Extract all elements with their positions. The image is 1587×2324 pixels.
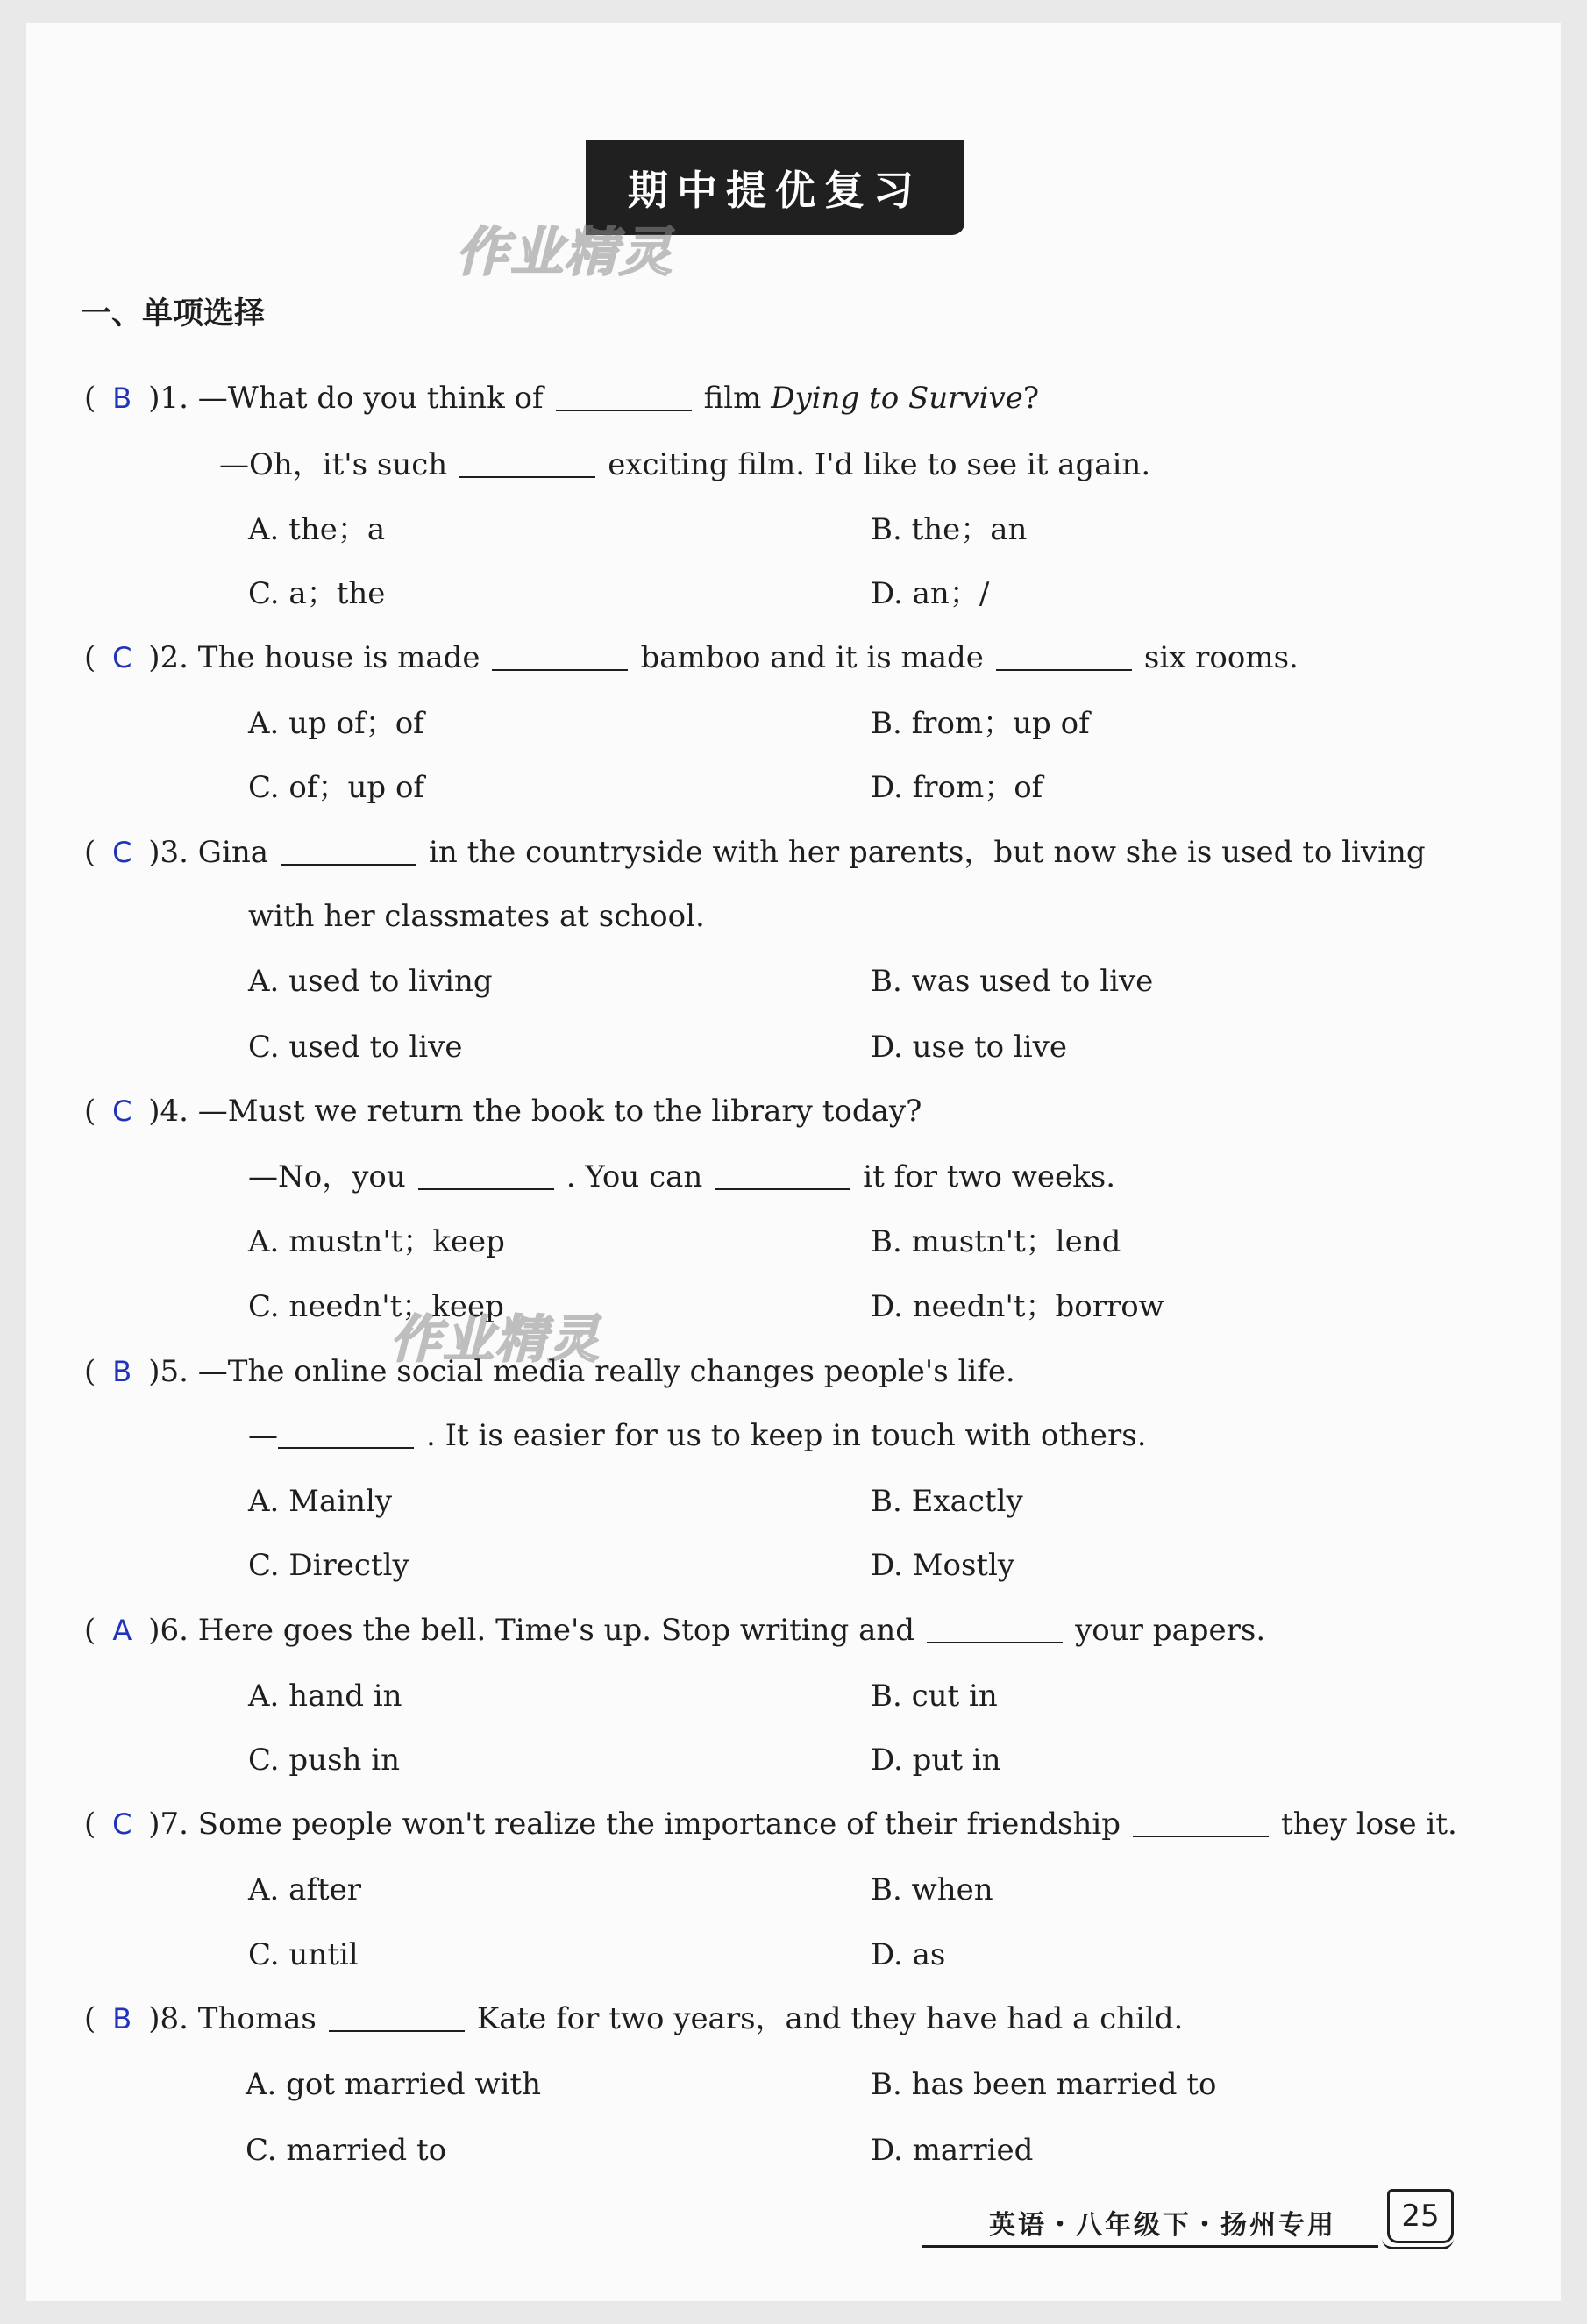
answer: B <box>112 1355 132 1388</box>
question-text: six rooms. <box>1143 640 1299 675</box>
question-number: 4. <box>160 1094 189 1129</box>
question-7: ( C )7. Some people won't realize the importance of their friendship they lose it. <box>84 1807 1457 1842</box>
question-text: they lose it. <box>1281 1807 1457 1842</box>
option-b[interactable]: B. was used to live <box>871 964 1154 999</box>
option-d[interactable]: D. as <box>871 1937 946 1972</box>
question-text: The house is made <box>197 640 480 675</box>
option-b[interactable]: B. mustn't；lend <box>871 1224 1121 1259</box>
option-b[interactable]: B. when <box>871 1872 993 1907</box>
question-3-line-2: with her classmates at school. <box>248 899 705 934</box>
option-b[interactable]: B. Exactly <box>871 1484 1023 1519</box>
option-d[interactable]: D. from；of <box>871 770 1043 805</box>
question-text: exciting film. I'd like to see it again. <box>608 447 1151 482</box>
question-text: in the countryside with her parents，but now she is used to living <box>429 835 1426 870</box>
option-a[interactable]: A. after <box>248 1872 362 1907</box>
option-a[interactable]: A. got married with <box>246 2067 541 2102</box>
question-text: — <box>248 1418 278 1453</box>
question-text: film <box>703 381 772 416</box>
footer-divider <box>922 2245 1378 2248</box>
page-title: 期中提优复习 <box>586 140 964 235</box>
question-number: 6. <box>160 1613 189 1648</box>
option-b[interactable]: B. the；an <box>871 512 1028 547</box>
question-number: 2. <box>160 640 189 675</box>
question-text: —No，you <box>248 1159 406 1194</box>
watermark: 作业精灵 <box>456 222 673 283</box>
option-d[interactable]: D. married <box>871 2133 1034 2168</box>
question-5: ( B )5. —The online social media really changes people's life. <box>84 1354 1015 1389</box>
question-4-line-2 <box>248 1158 1115 1196</box>
question-text: bamboo and it is made <box>640 640 984 675</box>
question-text: your papers. <box>1075 1613 1266 1648</box>
question-6: ( A )6. Here goes the bell. Time's up. Stop writing and your papers. <box>84 1613 1266 1648</box>
question-text: —Must we return the book to the library today? <box>197 1094 922 1129</box>
question-3: ( C )3. Gina in the countryside with her parents，but now she is used to living <box>84 835 1426 870</box>
answer-blank <box>492 643 628 671</box>
option-a[interactable]: A. hand in <box>248 1679 402 1714</box>
question-2: ( C )2. The house is made bamboo and it is made six rooms. <box>84 640 1299 675</box>
answer: B <box>112 2002 132 2035</box>
answer-blank <box>1133 1809 1269 1837</box>
question-text: Kate for two years，and they have had a child. <box>476 2001 1184 2036</box>
answer-blank <box>715 1162 850 1190</box>
question-text: —What do you think of <box>197 381 544 416</box>
film-title: Dying to Survive <box>771 381 1023 416</box>
question-text: Thomas <box>197 2001 317 2036</box>
question-text: . It is easier for us to keep in touch with others. <box>426 1418 1147 1453</box>
option-c[interactable]: C. until <box>248 1937 359 1972</box>
book-icon <box>1382 2238 1454 2249</box>
section-heading: 一、单项选择 <box>81 296 266 331</box>
question-number: 5. <box>160 1354 189 1389</box>
answer: C <box>112 1094 132 1128</box>
question-number: 7. <box>160 1807 189 1842</box>
answer: C <box>112 641 132 674</box>
option-d[interactable]: D. Mostly <box>871 1548 1015 1583</box>
question-4: ( C )4. —Must we return the book to the library today? <box>84 1094 922 1129</box>
question-number: 1. <box>160 381 189 416</box>
question-1: ( B )1. —What do you think of film Dying to Survive? <box>84 381 1040 416</box>
question-number: 8. <box>160 2001 189 2036</box>
footer-book-info: 英语・八年级下・扬州专用 <box>989 2210 1336 2241</box>
watermark: 作业精灵 <box>390 1309 601 1369</box>
question-8: ( B )8. Thomas Kate for two years，and they have had a child. <box>84 2001 1184 2036</box>
option-c[interactable]: C. used to live <box>248 1030 463 1065</box>
option-c[interactable]: C. needn't；keep <box>248 1289 504 1324</box>
option-a[interactable]: A. up of；of <box>248 706 424 741</box>
option-d[interactable]: D. use to live <box>871 1030 1067 1065</box>
option-a[interactable]: A. mustn't；keep <box>248 1224 505 1259</box>
option-d[interactable]: D. an；/ <box>871 576 990 611</box>
option-b[interactable]: B. has been married to <box>871 2067 1217 2102</box>
question-text: it for two weeks. <box>863 1159 1116 1194</box>
answer: C <box>112 836 132 869</box>
question-text: Some people won't realize the importance of their friendship <box>197 1807 1121 1842</box>
answer: A <box>112 1614 132 1647</box>
answer-blank <box>459 450 595 478</box>
answer-blank <box>418 1162 554 1190</box>
option-a[interactable]: A. Mainly <box>248 1484 393 1519</box>
option-d[interactable]: D. needn't；borrow <box>871 1289 1164 1324</box>
answer-blank <box>996 643 1132 671</box>
question-text: ? <box>1022 381 1040 416</box>
option-c[interactable]: C. of；up of <box>248 770 424 805</box>
option-c[interactable]: C. a；the <box>248 576 386 611</box>
option-a[interactable]: A. the；a <box>248 512 386 547</box>
question-text: —The online social media really changes people's life. <box>197 1354 1015 1389</box>
option-c[interactable]: C. married to <box>246 2133 447 2168</box>
option-b[interactable]: B. from；up of <box>871 706 1090 741</box>
answer-blank <box>927 1615 1063 1643</box>
page-number: 25 <box>1387 2189 1454 2243</box>
question-text: Here goes the bell. Time's up. Stop writing and <box>197 1613 915 1648</box>
answer-blank <box>278 1421 414 1449</box>
answer: B <box>112 381 132 415</box>
question-text: Gina <box>197 835 268 870</box>
option-b[interactable]: B. cut in <box>871 1679 998 1714</box>
option-c[interactable]: C. push in <box>248 1743 401 1778</box>
question-1-line-2 <box>219 446 1150 484</box>
option-d[interactable]: D. put in <box>871 1743 1001 1778</box>
option-a[interactable]: A. used to living <box>248 964 493 999</box>
question-5-line-2 <box>248 1416 1147 1455</box>
option-c[interactable]: C. Directly <box>248 1548 409 1583</box>
answer: C <box>112 1807 132 1841</box>
question-number: 3. <box>160 835 189 870</box>
answer-blank <box>329 2004 465 2032</box>
answer-blank <box>281 838 416 866</box>
question-text: —Oh，it's such <box>219 447 448 482</box>
answer-blank <box>556 383 692 411</box>
question-text: . You can <box>566 1159 703 1194</box>
